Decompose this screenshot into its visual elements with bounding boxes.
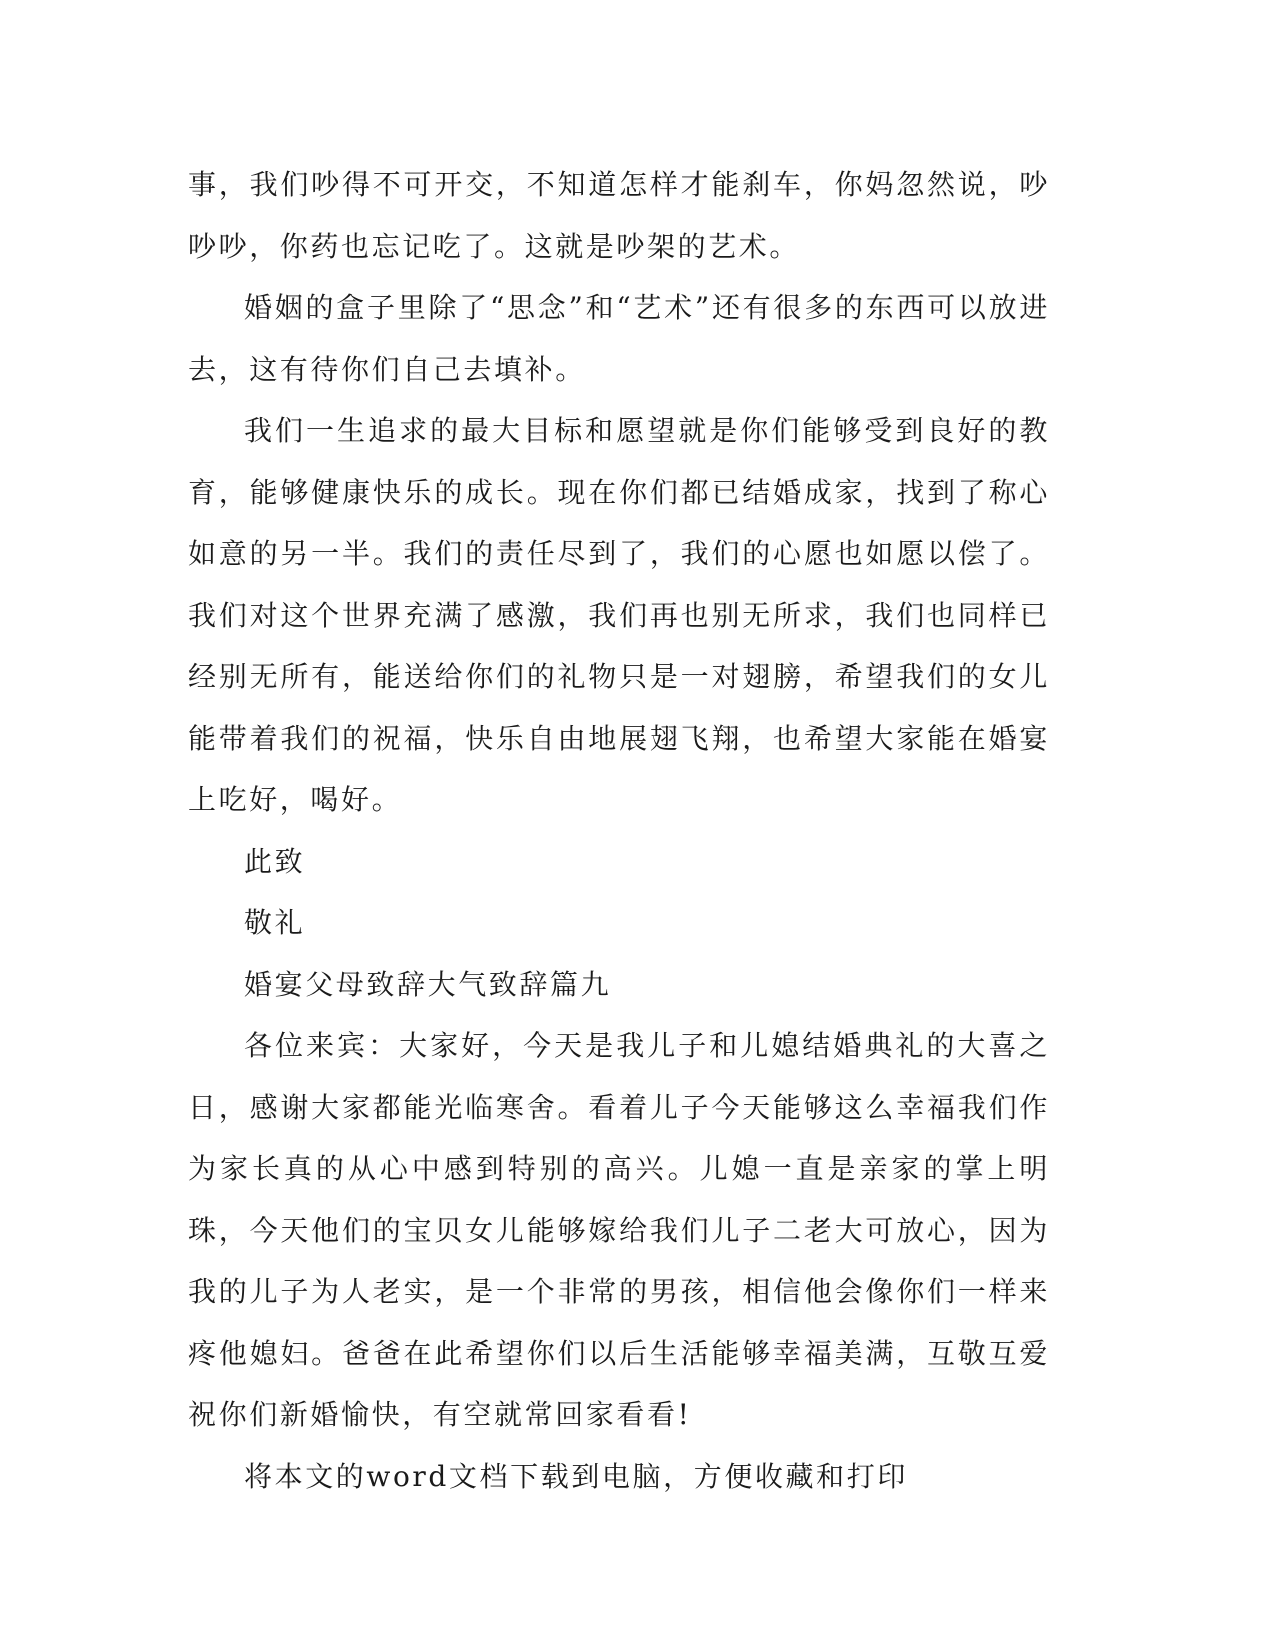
paragraph-continuation: 事，我们吵得不可开交，不知道怎样才能刹车，你妈忽然说，吵吵吵，你药也忘记吃了。这就是吵架的艺术。	[188, 168, 1050, 263]
paragraph-speech: 各位来宾：大家好，今天是我儿子和儿媳结婚典礼的大喜之日，感谢大家都能光临寒舍。看着儿子今天能够这么幸福我们作为家长真的从心中感到特别的高兴。儿媳一直是亲家的掌上明珠，今天他们的宝贝女儿能够嫁给我们儿子二老大可放心，因为我的儿子为人老实，是一个非常的男孩，相信他会像你们一样来疼他媳妇。爸爸在此希望你们以后生活能够幸福美满，互敬互爱祝你们新婚愉快，有空就常回家看看!	[188, 1029, 1050, 1431]
document-body	[188, 154, 1050, 1507]
closing-regards: 敬礼	[244, 906, 306, 939]
closing-salutation: 此致	[244, 844, 306, 878]
download-note: 将本文的word文档下载到电脑，方便收藏和打印	[244, 1459, 908, 1493]
paragraph-marriage-box: 婚姻的盒子里除了“思念”和“艺术”还有很多的东西可以放进去，这有待你们自己去填补。	[188, 291, 1050, 386]
section-title: 婚宴父母致辞大气致辞篇九	[244, 967, 612, 1001]
paragraph-life-goal: 我们一生追求的最大目标和愿望就是你们能够受到良好的教育，能够健康快乐的成长。现在你们都已结婚成家，找到了称心如意的另一半。我们的责任尽到了，我们的心愿也如愿以偿了。我们对这个世界充满了感激，我们再也别无所求，我们也同样已经别无所有，能送给你们的礼物只是一对翅膀，希望我们的女儿能带着我们的祝福，快乐自由地展翅飞翔，也希望大家能在婚宴上吃好，喝好。	[188, 414, 1050, 816]
